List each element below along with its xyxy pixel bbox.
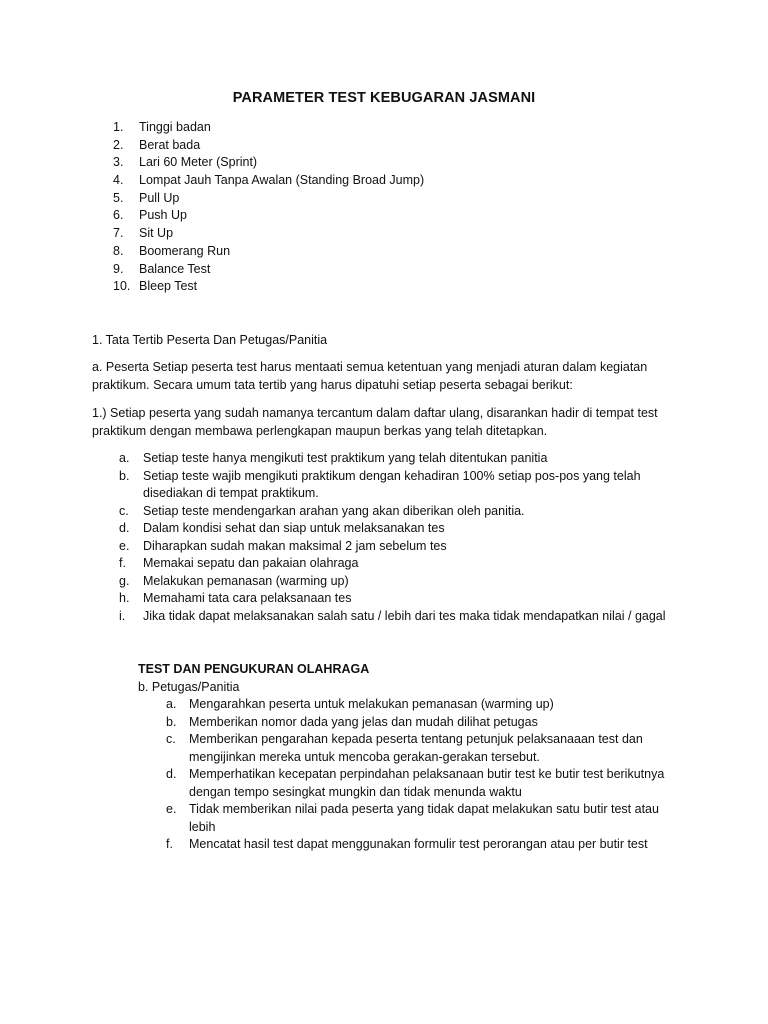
item-number: 3. — [113, 155, 124, 170]
item-label: d. — [166, 767, 177, 781]
item-text: Diharapkan sudah makan maksimal 2 jam sebelum tes — [143, 538, 447, 553]
list-item — [113, 154, 673, 172]
list-item — [113, 278, 673, 296]
list-item — [113, 243, 673, 261]
item-number: 1. — [113, 120, 124, 134]
item-text: Melakukan pemanasan (warming up) — [143, 573, 349, 588]
item-text: Lompat Jauh Tanpa Awalan (Standing Broad Jump) — [139, 173, 425, 188]
section-heading-test-pengukuran: TEST DAN PENGUKURAN OLAHRAGA — [138, 662, 370, 676]
item-text: Setiap teste wajib mengikuti praktikum dengan kehadiran 100% setiap pos-pos yang telah disediakan di tempat praktikum. — [143, 468, 641, 500]
list-item — [113, 225, 673, 243]
item-text: Push Up — [139, 208, 187, 223]
list-item — [166, 766, 686, 801]
list-item — [119, 573, 699, 591]
item-label: f. — [166, 837, 173, 851]
item-number: 2. — [113, 137, 124, 152]
item-label: e. — [119, 538, 130, 553]
item-text: Memahami tata cara pelaksanaan tes — [143, 591, 352, 605]
document-title: PARAMETER TEST KEBUGARAN JASMANI — [232, 90, 536, 106]
item-number: 9. — [113, 261, 124, 276]
item-number: 6. — [113, 208, 124, 223]
item-label: b. — [166, 714, 177, 729]
item-text: Pull Up — [139, 190, 180, 205]
item-text: Setiap teste mendengarkan arahan yang akan diberikan oleh panitia. — [143, 503, 525, 518]
item-text: Lari 60 Meter (Sprint) — [139, 155, 258, 170]
list-item — [119, 520, 699, 538]
list-item — [119, 538, 699, 556]
section-heading-tata-tertib: 1. Tata Tertib Peserta Dan Petugas/Panitia — [92, 333, 328, 347]
item-text: Memberikan pengarahan kepada peserta tentang petunjuk pelaksanaaan test dan mengijinkan mereka untuk mencoba gerakan-gerakan tersebut. — [189, 732, 643, 764]
peserta-rules-list — [119, 450, 699, 625]
item-label: d. — [119, 521, 130, 535]
list-item — [119, 450, 699, 468]
list-item — [113, 207, 673, 225]
item-label: b. — [119, 468, 130, 483]
item-number: 5. — [113, 190, 124, 205]
item-text: Dalam kondisi sehat dan siap untuk melaksanakan tes — [143, 521, 445, 535]
paragraph-setiap-peserta: 1.) Setiap peserta yang sudah namanya tercantum dalam daftar ulang, disarankan hadir di tempat test praktikum dengan membawa perlengkapan maupun berkas yang telah ditetapkan. — [92, 406, 658, 438]
item-number: 8. — [113, 243, 124, 258]
list-item — [119, 590, 699, 608]
item-label: e. — [166, 802, 177, 816]
petugas-duties-list — [166, 696, 686, 854]
item-text: Bleep Test — [139, 279, 198, 294]
item-text: Berat bada — [139, 137, 201, 152]
list-item — [113, 119, 673, 137]
list-item — [113, 137, 673, 155]
list-item — [119, 503, 699, 521]
item-number: 10. — [113, 279, 131, 294]
list-item — [119, 555, 699, 573]
list-item — [166, 801, 686, 836]
item-label: c. — [166, 732, 176, 746]
item-text: Memakai sepatu dan pakaian olahraga — [143, 556, 359, 570]
list-item — [166, 696, 686, 714]
item-label: i. — [119, 608, 126, 623]
item-label: g. — [119, 573, 130, 588]
item-number: 4. — [113, 173, 124, 188]
list-item — [119, 608, 699, 626]
parameter-list — [113, 119, 673, 296]
item-label: c. — [119, 503, 129, 518]
list-item — [166, 731, 686, 766]
item-label: h. — [119, 591, 130, 605]
item-label: a. — [119, 451, 130, 465]
item-label: a. — [166, 697, 177, 711]
list-item — [166, 836, 686, 854]
subheading-petugas: b. Petugas/Panitia — [138, 680, 240, 694]
item-text: Boomerang Run — [139, 243, 231, 258]
list-item — [113, 190, 673, 208]
item-text: Tinggi badan — [139, 120, 211, 134]
item-text: Mengarahkan peserta untuk melakukan pemanasan (warming up) — [189, 697, 554, 711]
item-text: Memperhatikan kecepatan perpindahan pelaksanaan butir test ke butir test berikutnya dengan tempo sesingkat mungkin dan tidak menunda waktu — [189, 767, 665, 799]
item-label: f. — [119, 556, 126, 570]
list-item — [119, 468, 699, 503]
list-item — [113, 261, 673, 279]
item-text: Sit Up — [139, 226, 174, 241]
paragraph-peserta: a. Peserta Setiap peserta test harus mentaati semua ketentuan yang menjadi aturan dalam kegiatan praktikum. Secara umum tata tertib yang harus dipatuhi setiap peserta sebagai berikut: — [92, 360, 648, 392]
item-text: Jika tidak dapat melaksanakan salah satu / lebih dari tes maka tidak mendapatkan nilai / gagal — [143, 608, 666, 623]
item-text: Mencatat hasil test dapat menggunakan formulir test perorangan atau per butir test — [189, 837, 648, 851]
item-text: Balance Test — [139, 261, 211, 276]
item-text: Memberikan nomor dada yang jelas dan mudah dilihat petugas — [189, 714, 538, 729]
item-number: 7. — [113, 226, 124, 241]
list-item — [113, 172, 673, 190]
item-text: Tidak memberikan nilai pada peserta yang tidak dapat melakukan satu butir test atau lebih — [189, 802, 659, 834]
item-text: Setiap teste hanya mengikuti test praktikum yang telah ditentukan panitia — [143, 451, 548, 465]
list-item — [166, 714, 686, 732]
